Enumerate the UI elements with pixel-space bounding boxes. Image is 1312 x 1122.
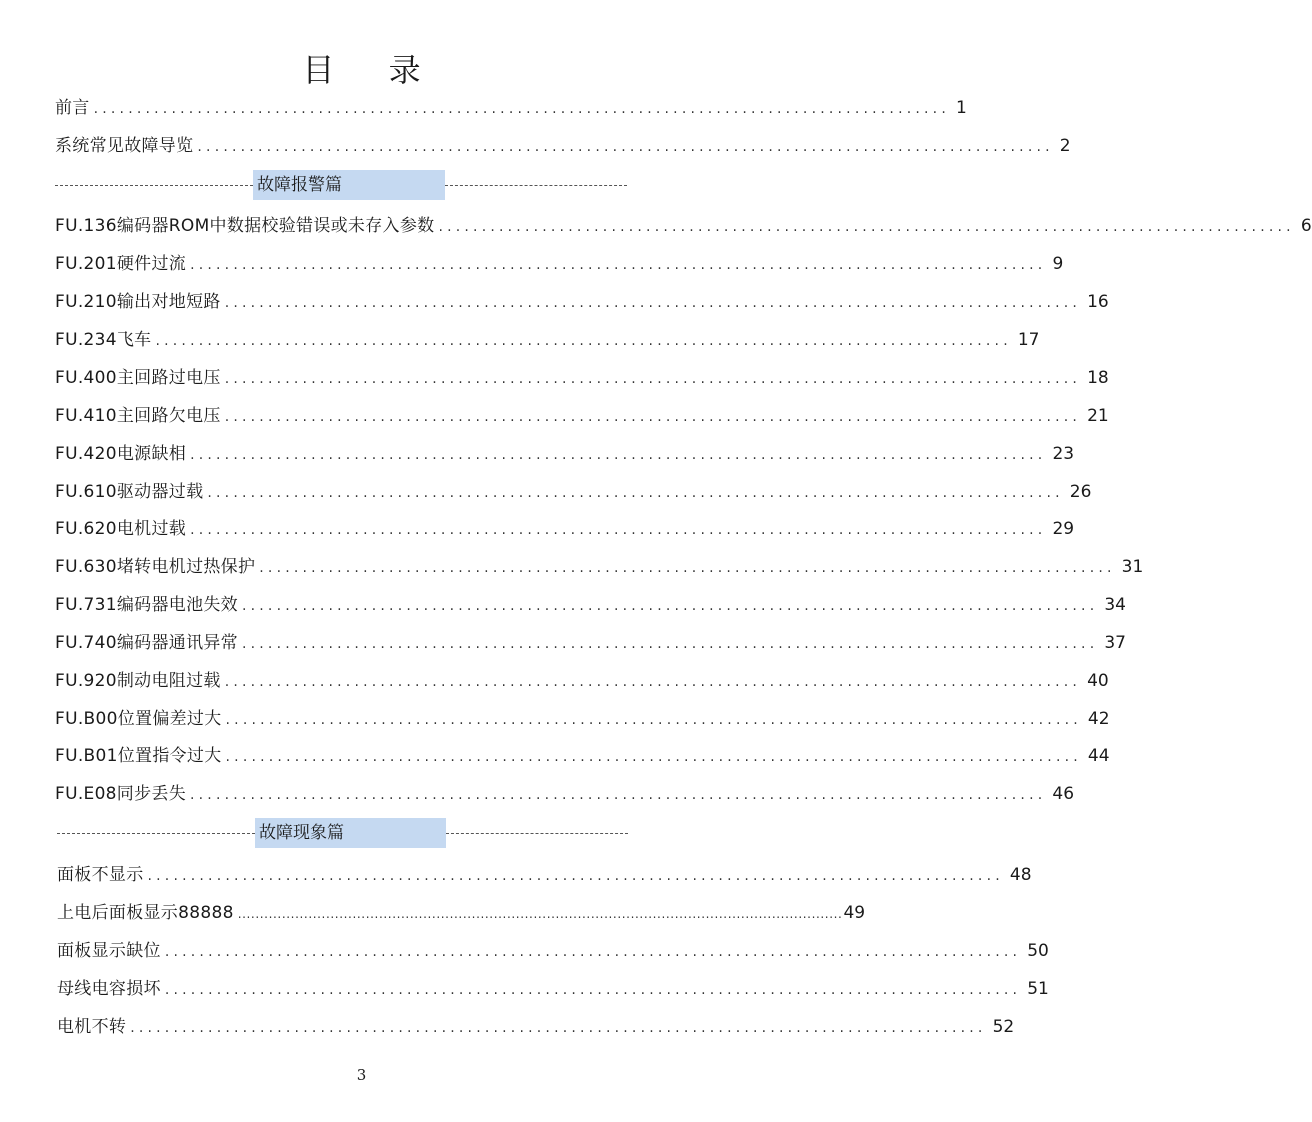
dot-leader: ................................................................................................... [190,257,1047,273]
dot-leader: ................................................................................................... [190,447,1047,463]
dot-leader: ................................................................................................... [207,485,1064,501]
toc-entry-label: FU.210输出对地短路 [55,292,221,312]
dot-leader: ................................................................................................... [190,522,1047,538]
toc-entry-fu620[interactable] [55,517,1075,542]
toc-entry-label: FU.E08同步丢失 [55,784,186,804]
dot-leader: ................................................................................................... [241,636,1099,652]
toc-entry-page: 1 [955,98,967,118]
toc-entry-page: 21 [1087,406,1109,426]
dot-leader: ................................................................................................... [130,1020,987,1036]
toc-entry-fu136[interactable] [55,214,1312,239]
toc-entry-label: FU.B00位置偏差过大 [55,709,222,729]
dot-leader: ................................................................................................... [225,712,1082,728]
page-number: 3 [356,1066,367,1084]
dot-leader: ................................................................................................... [147,868,1004,884]
dot-leader: ................................................................................................... [164,982,1022,998]
toc-entry-label: 上电后面板显示88888 [57,903,234,923]
toc-entry-fu234[interactable] [55,328,1040,353]
toc-entry-page: 26 [1069,482,1092,502]
toc-entry-label: FU.234飞车 [55,330,152,350]
toc-entry-motor-not-turning[interactable] [57,1015,1015,1040]
toc-entry-label: 母线电容损坏 [57,979,161,999]
toc-entry-page: 44 [1087,746,1110,766]
dot-leader: ......................................................................................................................................... [237,907,843,921]
toc-entry-page: 9 [1052,254,1064,274]
toc-entry-no-display[interactable] [57,863,1032,888]
toc-entry-page: 29 [1052,519,1075,539]
toc-entry-page: 16 [1087,292,1109,312]
divider-dash-right [445,185,627,186]
dot-leader: ................................................................................................... [224,295,1082,311]
dot-leader: ................................................................................................... [93,101,950,117]
toc-entry-page: 17 [1017,330,1040,350]
section-label: 故障现象篇 [255,818,446,848]
toc-entry-fu920[interactable] [55,669,1109,694]
dot-leader: ................................................................................................... [224,674,1082,690]
toc-entry-label: FU.920制动电阻过载 [55,671,221,691]
toc-entry-label: FU.136编码器ROM中数据校验错误或未存入参数 [55,216,435,236]
toc-entry-page: 37 [1104,633,1126,653]
dot-leader: ................................................................................................... [164,944,1022,960]
toc-entry-page: 23 [1052,444,1075,464]
dot-leader: ................................................................................................... [155,333,1012,349]
toc-entry-label: 系统常见故障导览 [55,136,194,156]
toc-entry-fu400[interactable] [55,366,1109,391]
toc-entry-label: 面板显示缺位 [57,941,161,961]
toc-entry-fub00[interactable] [55,707,1110,732]
toc-entry-page: 6 [1300,216,1312,236]
toc-entry-label: FU.201硬件过流 [55,254,187,274]
toc-entry-label: 电机不转 [57,1017,127,1037]
section-label: 故障报警篇 [253,170,445,200]
divider-dash-left [57,833,255,834]
toc-entry-label: FU.731编码器电池失效 [55,595,238,615]
toc-entry-missing-digits[interactable] [57,939,1049,964]
toc-entry-fub01[interactable] [55,744,1110,769]
toc-entry-preface[interactable] [55,96,967,121]
toc-entry-label: FU.630堵转电机过热保护 [55,557,256,577]
divider-dash-right [446,833,628,834]
toc-entry-page: 40 [1087,671,1109,691]
toc-entry-label: FU.610驱动器过载 [55,482,204,502]
toc-entry-fu201[interactable] [55,252,1064,277]
page-title: 目 录 [302,51,443,89]
toc-entry-label: FU.410主回路欠电压 [55,406,221,426]
toc-entry-page: 34 [1104,595,1126,615]
dot-leader: ................................................................................................... [190,787,1047,803]
toc-entry-label: 面板不显示 [57,865,144,885]
toc-entry-page: 52 [992,1017,1015,1037]
toc-entry-label: FU.420电源缺相 [55,444,187,464]
toc-entry-fu210[interactable] [55,290,1109,315]
dot-leader: ................................................................................................... [224,409,1082,425]
toc-entry-fu410[interactable] [55,404,1109,429]
toc-entry-label: 前言 [55,98,90,118]
toc-entry-page: 42 [1087,709,1110,729]
toc-entry-label: FU.B01位置指令过大 [55,746,222,766]
dot-leader: ................................................................................................... [259,560,1116,576]
toc-entry-bus-capacitor[interactable] [57,977,1049,1002]
toc-entry-fu731[interactable] [55,593,1126,618]
toc-entry-88888[interactable] [57,901,866,926]
toc-entry-fu420[interactable] [55,442,1075,467]
dot-leader: ................................................................................................... [438,219,1295,235]
toc-entry-page: 48 [1009,865,1032,885]
toc-entry-fu740[interactable] [55,631,1126,656]
section-divider-alarm [55,170,627,200]
toc-entry-fue08[interactable] [55,782,1075,807]
toc-entry-page: 18 [1087,368,1109,388]
toc-entry-fu630[interactable] [55,555,1144,580]
toc-entry-label: FU.740编码器通讯异常 [55,633,238,653]
toc-entry-page: 49 [843,903,866,923]
toc-entry-page: 51 [1027,979,1049,999]
toc-entry-label: FU.620电机过载 [55,519,187,539]
toc-entry-page: 50 [1027,941,1049,961]
dot-leader: ................................................................................................... [241,598,1099,614]
toc-entry-page: 31 [1121,557,1144,577]
section-divider-symptom [57,818,628,848]
divider-dash-left [55,185,253,186]
dot-leader: ................................................................................................... [225,749,1082,765]
toc-entry-label: FU.400主回路过电压 [55,368,221,388]
toc-entry-fu610[interactable] [55,480,1092,505]
toc-entry-page: 46 [1052,784,1075,804]
toc-entry-page: 2 [1059,136,1071,156]
dot-leader: ................................................................................................... [197,139,1054,155]
toc-entry-overview[interactable] [55,134,1071,159]
dot-leader: ................................................................................................... [224,371,1082,387]
